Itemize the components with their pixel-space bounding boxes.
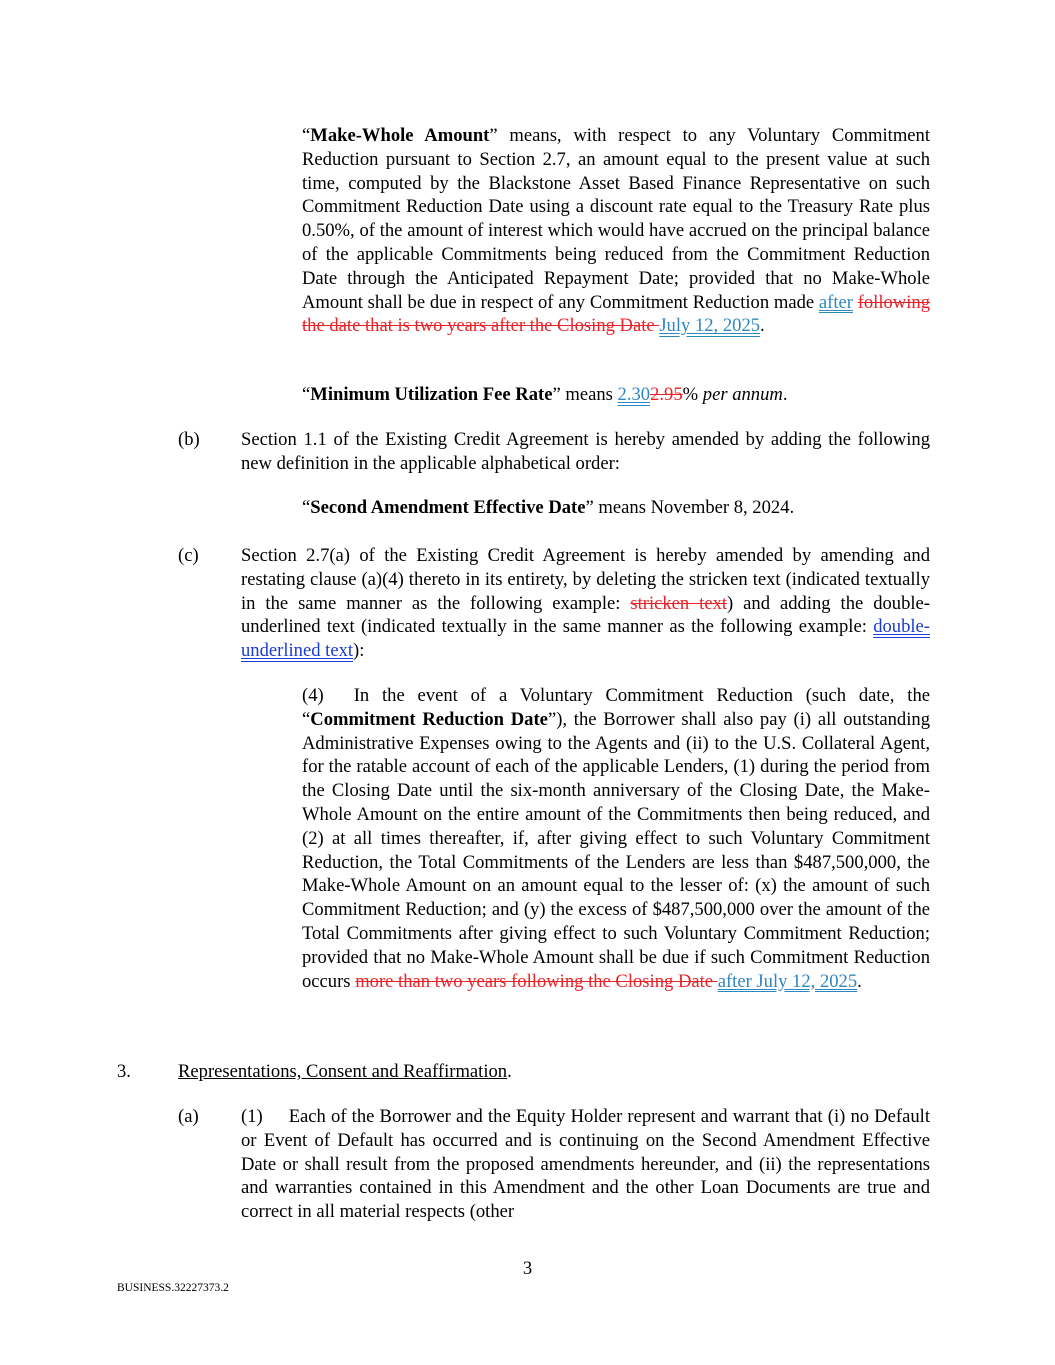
inserted-text: 2.30	[617, 384, 651, 405]
section-c-text: Section 2.7(a) of the Existing Credit Agreement is hereby amended by amending and restating clause (a)(4) thereto in its entirety, by deleting the stricken text (indicated textually in the same manner as the following example: stricken text) and adding the double-underlined text (indicated textually in the same manner as the following example: double-underlined text):	[241, 545, 930, 662]
defined-term: Make-Whole Amount	[310, 125, 490, 146]
deleted-text: following the date that is two years after the Closing Date	[302, 291, 930, 337]
inserted-text: after	[818, 291, 853, 313]
definition-minimum-utilization-fee-rate: “Minimum Utilization Fee Rate” means 2.302.95% per annum.	[302, 384, 788, 405]
definition-make-whole-amount: “Make-Whole Amount” means, with respect to any Voluntary Commitment Reduction pursuant to Section 2.7, an amount equal to the present value at such time, computed by the Blackstone Asset Based Finance Representative on such Commitment Reduction Date using a discount rate equal to the Treasury Rate plus 0.50%, of the amount of interest which would have accrued on the principal balance of the applicable Commitments being reduced from the Commitment Reduction Date through the Anticipated Repayment Date; provided that no Make-Whole Amount shall be due in respect of any Commitment Reduction made after following the date that is two years after the Closing Date July 12, 2025.	[302, 125, 931, 337]
document-id: BUSINESS.32227373.2	[117, 1282, 229, 1294]
example-deleted-text: stricken text	[630, 592, 728, 614]
open-quote: “	[302, 125, 311, 146]
deleted-text: 2.95	[650, 384, 683, 405]
page-number: 3	[522, 1258, 533, 1279]
clause-4: (4) In the event of a Voluntary Commitment Reduction (such date, the “Commitment Reduction Date”), the Borrower shall also pay (i) all outstanding Administrative Expenses owing to the Agents and (ii) to the U.S. Collateral Agent, for the ratable account of each of the applicable Lenders, (1) during the period from the Closing Date until the six-month anniversary of the Closing Date, the Make-Whole Amount on the entire amount of the Commitments then being reduced, and (2) at all times thereafter, if, after giving effect to such Voluntary Commitment Reduction, the Total Commitments of the Lenders are less than $487,500,000, the Make-Whole Amount on an amount equal to the lesser of: (x) the amount of such Commitment Reduction; and (y) the excess of $487,500,000 over the amount of the Total Commitments after giving effect to such Voluntary Commitment Reduction; provided that no Make-Whole Amount shall be due if such Commitment Reduction occurs more than two years following the Closing Date after July 12, 2025.	[302, 685, 930, 992]
deleted-text: more than two years following the Closing Date	[355, 970, 718, 992]
clause-4-label: (4)	[302, 685, 324, 706]
inserted-text: after July 12, 2025	[717, 970, 858, 992]
section-b-text: Section 1.1 of the Existing Credit Agreement is hereby amended by adding the following new definition in the applicable alphabetical order:	[241, 429, 930, 474]
defined-term: Second Amendment Effective Date	[310, 497, 586, 518]
section-3a-label: (a)	[178, 1106, 199, 1127]
section-b-label: (b)	[178, 429, 200, 450]
section-c-label: (c)	[178, 545, 199, 566]
section-3-number: 3.	[117, 1061, 131, 1082]
section-3a-text: (1) Each of the Borrower and the Equity Holder represent and warrant that (i) no Default or Event of Default has occurred and is continuing on the Second Amendment Effective Date or shall result from the proposed amendments hereunder, and (ii) the representations and warranties contained in this Amendment and the other Loan Documents are true and correct in all material respects (other	[241, 1106, 930, 1223]
inserted-text: July 12, 2025	[659, 315, 761, 337]
definition-second-amendment-effective-date: “Second Amendment Effective Date” means November 8, 2024.	[302, 497, 795, 518]
definition-body: means, with respect to any Voluntary Commitment Reduction pursuant to Section 2.7, an amount equal to the present value at such time, computed by the Blackstone Asset Based Finance Representative on such Commitment Reduction Date using a discount rate equal to the Treasury Rate plus 0.50%, of the amount of interest which would have accrued on the principal balance of the applicable Commitments being reduced from the Commitment Reduction Date through the Anticipated Repayment Date; provided that no Make-Whole Amount shall be due in respect of any Commitment Reduction made	[302, 125, 931, 313]
example-inserted-text: double-underlined text	[241, 616, 930, 662]
section-3-heading: Representations, Consent and Reaffirmation.	[178, 1061, 512, 1082]
defined-term: Commitment Reduction Date	[310, 708, 548, 730]
close-quote: ”	[489, 125, 498, 146]
defined-term: Minimum Utilization Fee Rate	[310, 384, 553, 405]
